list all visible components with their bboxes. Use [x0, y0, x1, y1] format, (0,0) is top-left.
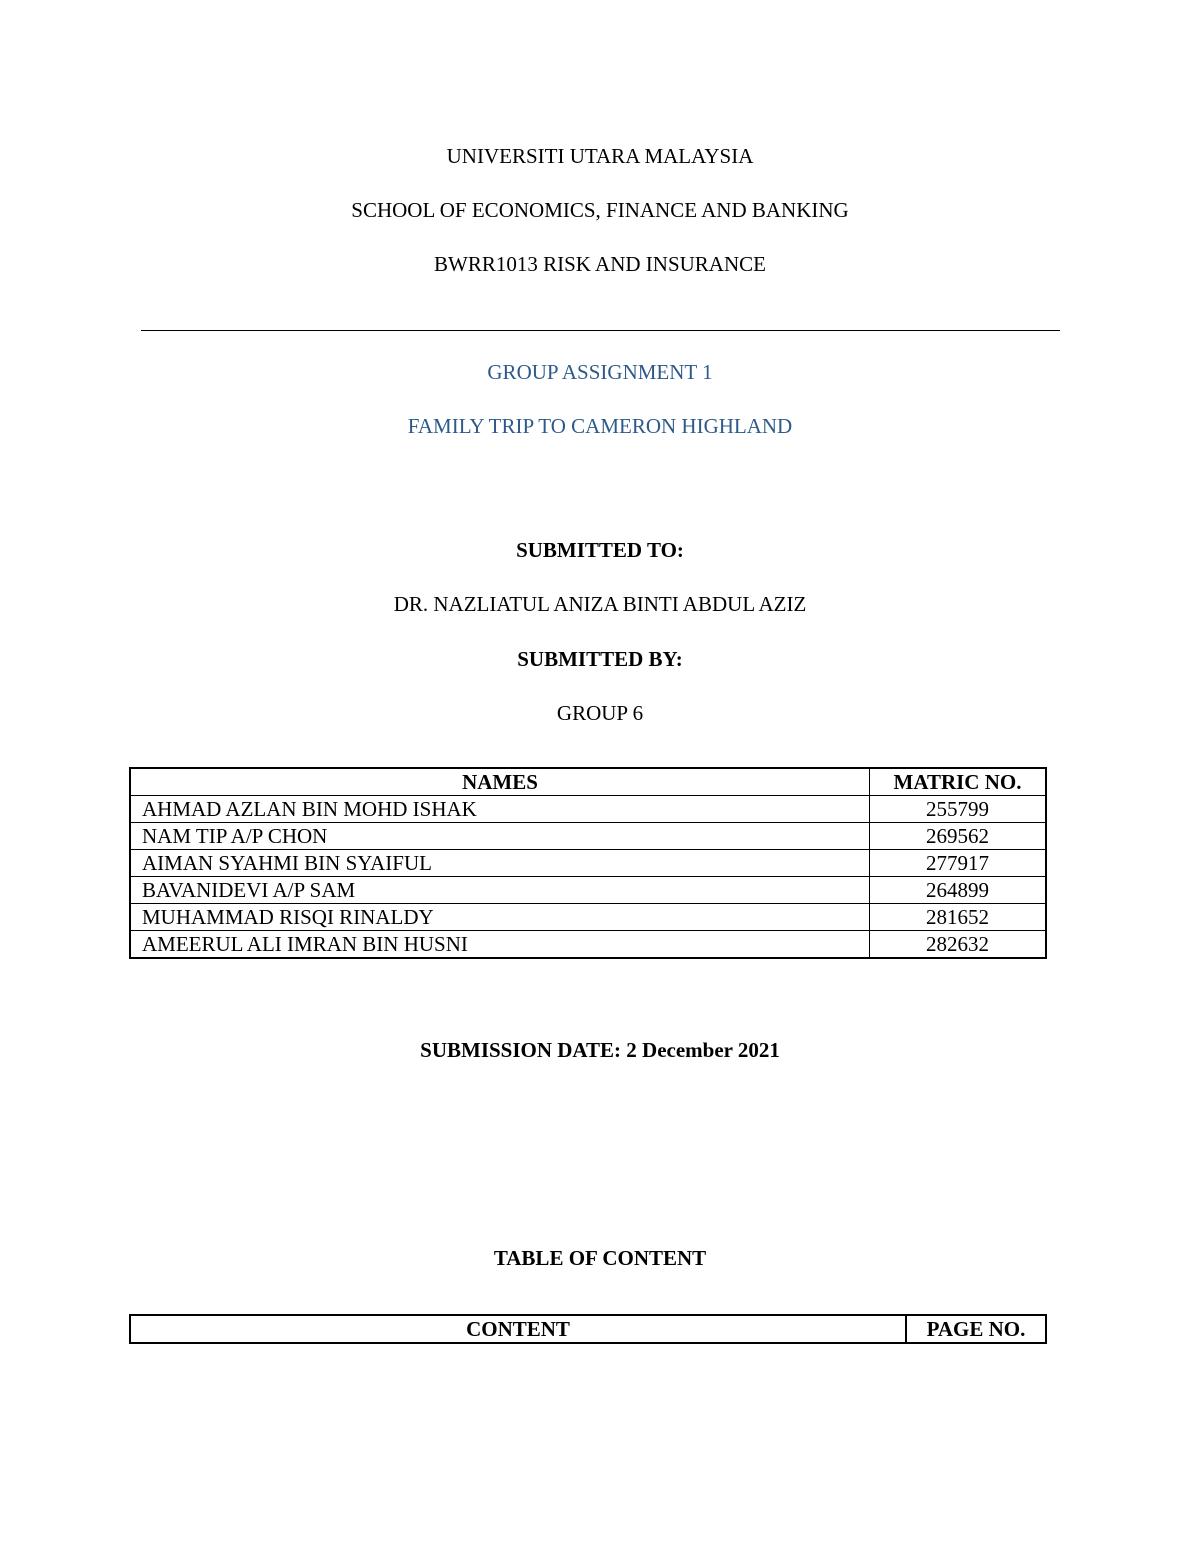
toc-table	[129, 1314, 1047, 1344]
member-name: AIMAN SYAHMI BIN SYAIFUL	[130, 850, 870, 877]
table-row	[130, 931, 1046, 959]
matric-header: MATRIC NO.	[870, 768, 1047, 796]
member-matric: 269562	[870, 823, 1047, 850]
content-header: CONTENT	[130, 1315, 906, 1343]
member-name: AHMAD AZLAN BIN MOHD ISHAK	[130, 796, 870, 823]
table-row	[130, 823, 1046, 850]
member-matric: 282632	[870, 931, 1047, 959]
table-row	[130, 904, 1046, 931]
horizontal-divider	[141, 330, 1060, 331]
assignment-title: GROUP ASSIGNMENT 1	[487, 360, 713, 384]
toc-table-header	[130, 1315, 1046, 1343]
page-no-header: PAGE NO.	[906, 1315, 1046, 1343]
university-name: UNIVERSITI UTARA MALAYSIA	[446, 144, 754, 168]
table-row	[130, 850, 1046, 877]
member-name: MUHAMMAD RISQI RINALDY	[130, 904, 870, 931]
submission-date: SUBMISSION DATE: 2 December 2021	[420, 1038, 780, 1062]
assignment-topic: FAMILY TRIP TO CAMERON HIGHLAND	[407, 414, 793, 438]
table-row	[130, 796, 1046, 823]
table-row	[130, 877, 1046, 904]
members-table	[129, 767, 1047, 959]
member-name: NAM TIP A/P CHON	[130, 823, 870, 850]
toc-title: TABLE OF CONTENT	[493, 1246, 707, 1270]
member-name: AMEERUL ALI IMRAN BIN HUSNI	[130, 931, 870, 959]
submitted-to-label: SUBMITTED TO:	[516, 538, 684, 562]
school-name: SCHOOL OF ECONOMICS, FINANCE AND BANKING	[351, 198, 849, 222]
lecturer-name: DR. NAZLIATUL ANIZA BINTI ABDUL AZIZ	[393, 592, 807, 616]
member-name: BAVANIDEVI A/P SAM	[130, 877, 870, 904]
group-name: GROUP 6	[556, 701, 644, 725]
members-table-header	[130, 768, 1046, 796]
member-matric: 264899	[870, 877, 1047, 904]
member-matric: 277917	[870, 850, 1047, 877]
course-name: BWRR1013 RISK AND INSURANCE	[434, 252, 766, 276]
member-matric: 281652	[870, 904, 1047, 931]
submitted-by-label: SUBMITTED BY:	[517, 647, 683, 671]
member-matric: 255799	[870, 796, 1047, 823]
names-header: NAMES	[130, 768, 870, 796]
